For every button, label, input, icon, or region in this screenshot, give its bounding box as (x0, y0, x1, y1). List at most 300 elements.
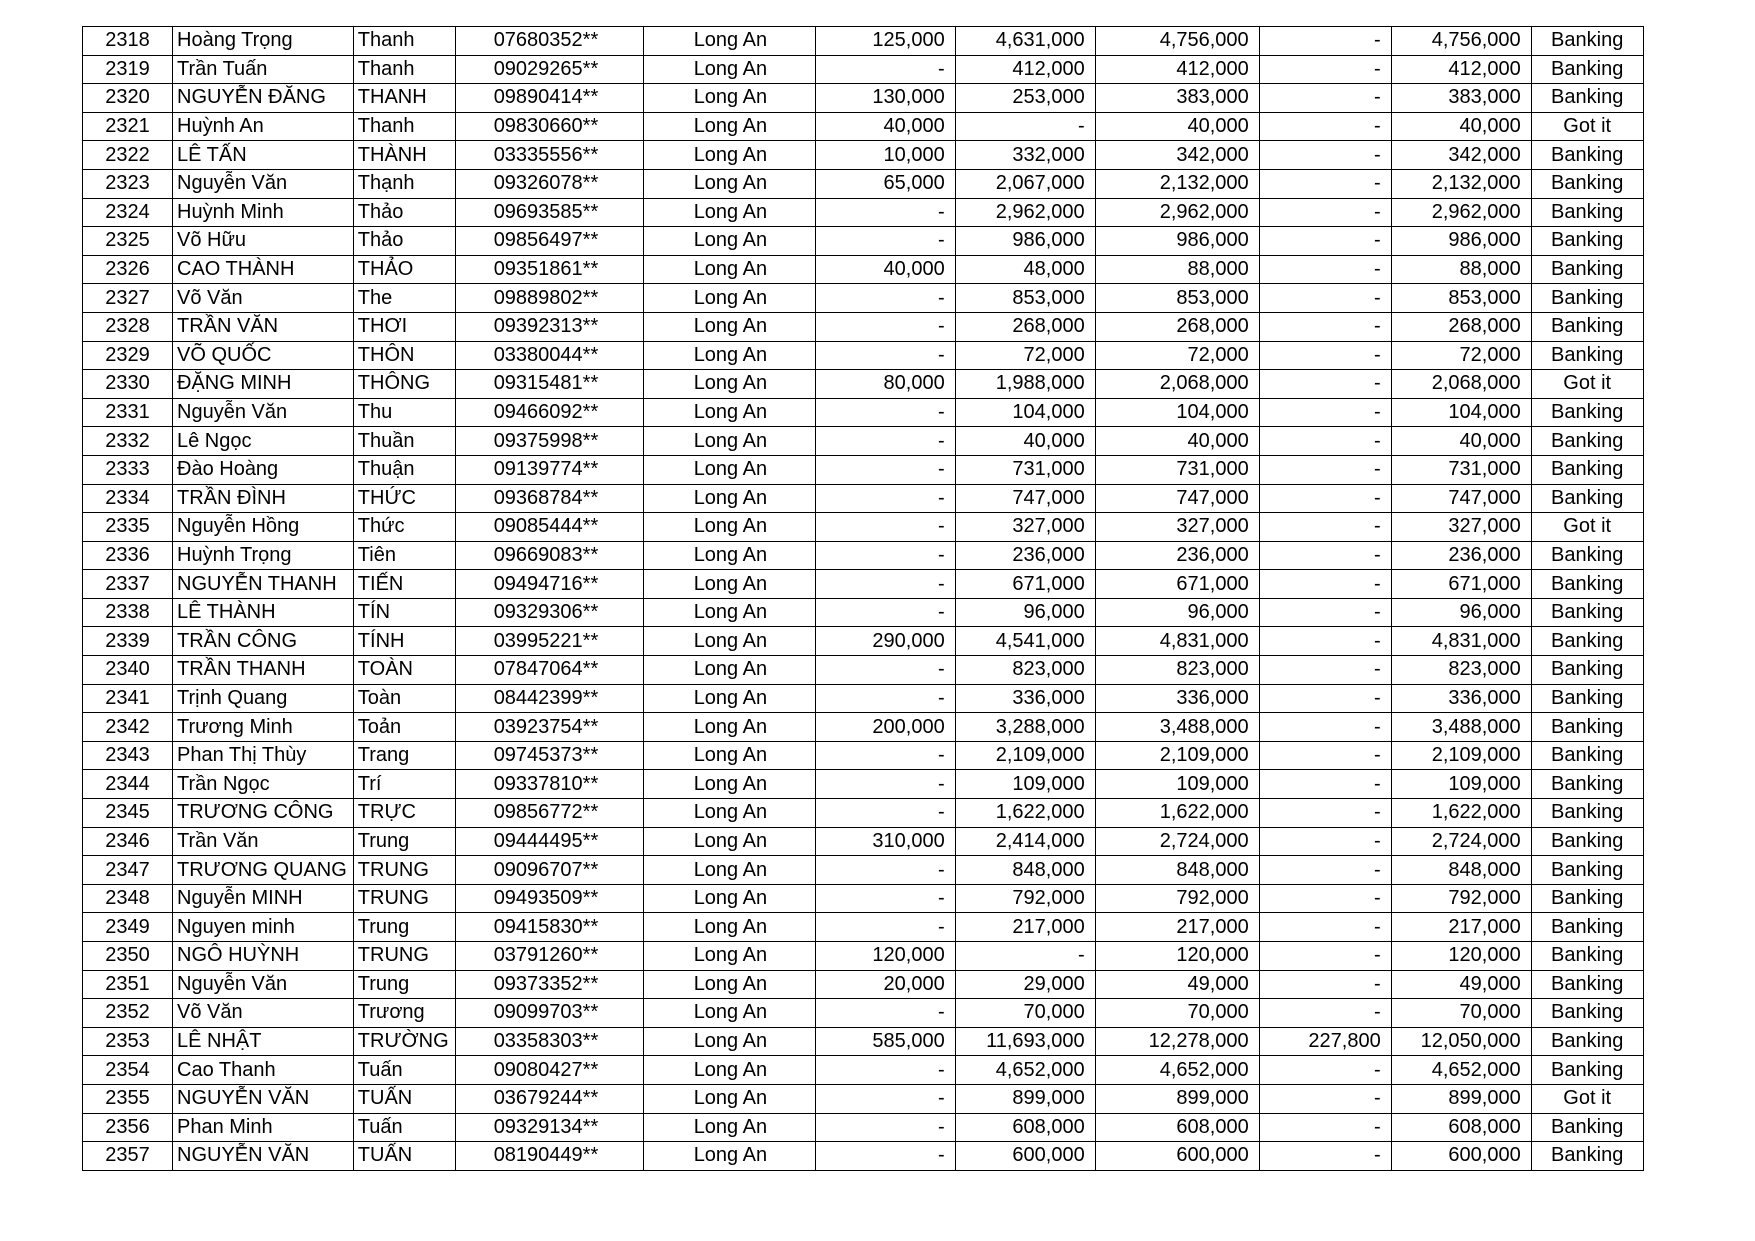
province-cell: Long An (643, 284, 815, 313)
deduction-cell: - (1259, 341, 1391, 370)
first-name-cell: THÔNG (353, 370, 455, 399)
first-name-cell: The (353, 284, 455, 313)
last-middle-name-cell: Cao Thanh (173, 1056, 354, 1085)
first-name-cell: Trung (353, 970, 455, 999)
row-number-cell: 2350 (83, 942, 173, 971)
payment-method-cell: Banking (1531, 427, 1643, 456)
table-body (83, 27, 1644, 1171)
row-number-cell: 2319 (83, 55, 173, 84)
table-row (83, 827, 1644, 856)
payment-method-cell: Banking (1531, 570, 1643, 599)
amount-2-cell: 336,000 (955, 684, 1095, 713)
amount-2-cell: 268,000 (955, 312, 1095, 341)
phone-number-cell: 03995221** (455, 627, 643, 656)
province-cell: Long An (643, 1056, 815, 1085)
table-row (83, 398, 1644, 427)
payment-method-cell: Banking (1531, 227, 1643, 256)
phone-number-cell: 09351861** (455, 255, 643, 284)
payment-method-cell: Banking (1531, 1027, 1643, 1056)
payment-method-cell: Banking (1531, 541, 1643, 570)
last-middle-name-cell: Trần Tuấn (173, 55, 354, 84)
amount-1-cell: 40,000 (815, 255, 955, 284)
province-cell: Long An (643, 84, 815, 113)
amount-1-cell: - (815, 598, 955, 627)
net-amount-cell: 217,000 (1391, 913, 1531, 942)
net-amount-cell: 853,000 (1391, 284, 1531, 313)
row-number-cell: 2327 (83, 284, 173, 313)
phone-number-cell: 09466092** (455, 398, 643, 427)
amount-2-cell: 11,693,000 (955, 1027, 1095, 1056)
deduction-cell: - (1259, 856, 1391, 885)
net-amount-cell: 104,000 (1391, 398, 1531, 427)
last-middle-name-cell: NGUYỄN VĂN (173, 1084, 354, 1113)
last-middle-name-cell: Trương Minh (173, 713, 354, 742)
amount-1-cell: - (815, 198, 955, 227)
last-middle-name-cell: Huỳnh An (173, 112, 354, 141)
province-cell: Long An (643, 198, 815, 227)
amount-1-cell: - (815, 513, 955, 542)
table-row (83, 227, 1644, 256)
province-cell: Long An (643, 455, 815, 484)
amount-1-cell: 130,000 (815, 84, 955, 113)
province-cell: Long An (643, 1084, 815, 1113)
total-amount-cell: 104,000 (1095, 398, 1259, 427)
deduction-cell: - (1259, 112, 1391, 141)
phone-number-cell: 09856497** (455, 227, 643, 256)
amount-2-cell: 853,000 (955, 284, 1095, 313)
net-amount-cell: 383,000 (1391, 84, 1531, 113)
phone-number-cell: 09494716** (455, 570, 643, 599)
row-number-cell: 2356 (83, 1113, 173, 1142)
amount-1-cell: - (815, 55, 955, 84)
deduction-cell: - (1259, 398, 1391, 427)
payment-table (82, 26, 1644, 1171)
deduction-cell: 227,800 (1259, 1027, 1391, 1056)
total-amount-cell: 848,000 (1095, 856, 1259, 885)
province-cell: Long An (643, 1113, 815, 1142)
deduction-cell: - (1259, 1142, 1391, 1171)
row-number-cell: 2334 (83, 484, 173, 513)
total-amount-cell: 2,724,000 (1095, 827, 1259, 856)
total-amount-cell: 608,000 (1095, 1113, 1259, 1142)
amount-2-cell: 823,000 (955, 656, 1095, 685)
amount-1-cell: - (815, 741, 955, 770)
province-cell: Long An (643, 484, 815, 513)
payment-method-cell: Banking (1531, 827, 1643, 856)
phone-number-cell: 07680352** (455, 27, 643, 56)
total-amount-cell: 383,000 (1095, 84, 1259, 113)
first-name-cell: TRỰC (353, 799, 455, 828)
phone-number-cell: 09375998** (455, 427, 643, 456)
province-cell: Long An (643, 627, 815, 656)
net-amount-cell: 412,000 (1391, 55, 1531, 84)
total-amount-cell: 2,962,000 (1095, 198, 1259, 227)
net-amount-cell: 848,000 (1391, 856, 1531, 885)
payment-method-cell: Banking (1531, 970, 1643, 999)
total-amount-cell: 1,622,000 (1095, 799, 1259, 828)
last-middle-name-cell: Nguyễn MINH (173, 884, 354, 913)
first-name-cell: Thu (353, 398, 455, 427)
province-cell: Long An (643, 970, 815, 999)
total-amount-cell: 412,000 (1095, 55, 1259, 84)
deduction-cell: - (1259, 970, 1391, 999)
phone-number-cell: 09029265** (455, 55, 643, 84)
deduction-cell: - (1259, 255, 1391, 284)
amount-1-cell: - (815, 770, 955, 799)
deduction-cell: - (1259, 627, 1391, 656)
province-cell: Long An (643, 799, 815, 828)
phone-number-cell: 09392313** (455, 312, 643, 341)
first-name-cell: Trung (353, 913, 455, 942)
amount-2-cell: 2,067,000 (955, 169, 1095, 198)
net-amount-cell: 2,962,000 (1391, 198, 1531, 227)
row-number-cell: 2347 (83, 856, 173, 885)
deduction-cell: - (1259, 312, 1391, 341)
net-amount-cell: 4,831,000 (1391, 627, 1531, 656)
amount-2-cell: 4,541,000 (955, 627, 1095, 656)
row-number-cell: 2333 (83, 455, 173, 484)
deduction-cell: - (1259, 198, 1391, 227)
total-amount-cell: 88,000 (1095, 255, 1259, 284)
table-row (83, 341, 1644, 370)
last-middle-name-cell: Võ Văn (173, 999, 354, 1028)
first-name-cell: THÀNH (353, 141, 455, 170)
first-name-cell: Thuần (353, 427, 455, 456)
net-amount-cell: 88,000 (1391, 255, 1531, 284)
amount-1-cell: - (815, 398, 955, 427)
phone-number-cell: 09693585** (455, 198, 643, 227)
first-name-cell: Toản (353, 713, 455, 742)
amount-2-cell: 236,000 (955, 541, 1095, 570)
deduction-cell: - (1259, 570, 1391, 599)
first-name-cell: Trung (353, 827, 455, 856)
phone-number-cell: 09745373** (455, 741, 643, 770)
amount-2-cell: 48,000 (955, 255, 1095, 284)
row-number-cell: 2330 (83, 370, 173, 399)
table-row (83, 713, 1644, 742)
province-cell: Long An (643, 884, 815, 913)
net-amount-cell: 40,000 (1391, 112, 1531, 141)
total-amount-cell: 4,652,000 (1095, 1056, 1259, 1085)
last-middle-name-cell: LÊ NHẬT (173, 1027, 354, 1056)
amount-1-cell: 310,000 (815, 827, 955, 856)
province-cell: Long An (643, 741, 815, 770)
amount-2-cell: 412,000 (955, 55, 1095, 84)
amount-1-cell: - (815, 541, 955, 570)
net-amount-cell: 336,000 (1391, 684, 1531, 713)
amount-1-cell: - (815, 455, 955, 484)
row-number-cell: 2324 (83, 198, 173, 227)
amount-1-cell: 20,000 (815, 970, 955, 999)
last-middle-name-cell: Phan Thị Thùy (173, 741, 354, 770)
first-name-cell: Thức (353, 513, 455, 542)
province-cell: Long An (643, 141, 815, 170)
province-cell: Long An (643, 913, 815, 942)
amount-2-cell: 792,000 (955, 884, 1095, 913)
deduction-cell: - (1259, 1084, 1391, 1113)
total-amount-cell: 2,068,000 (1095, 370, 1259, 399)
table-row (83, 570, 1644, 599)
net-amount-cell: 2,109,000 (1391, 741, 1531, 770)
last-middle-name-cell: TRƯƠNG CÔNG (173, 799, 354, 828)
last-middle-name-cell: LÊ TẤN (173, 141, 354, 170)
amount-1-cell: - (815, 227, 955, 256)
phone-number-cell: 07847064** (455, 656, 643, 685)
first-name-cell: TIẾN (353, 570, 455, 599)
table-row (83, 455, 1644, 484)
amount-1-cell: 120,000 (815, 942, 955, 971)
deduction-cell: - (1259, 169, 1391, 198)
amount-1-cell: - (815, 427, 955, 456)
last-middle-name-cell: Đào Hoàng (173, 455, 354, 484)
row-number-cell: 2338 (83, 598, 173, 627)
table-row (83, 312, 1644, 341)
payment-method-cell: Banking (1531, 84, 1643, 113)
amount-1-cell: 125,000 (815, 27, 955, 56)
deduction-cell: - (1259, 141, 1391, 170)
amount-2-cell: 104,000 (955, 398, 1095, 427)
table-row (83, 913, 1644, 942)
payment-method-cell: Got it (1531, 513, 1643, 542)
payment-method-cell: Banking (1531, 455, 1643, 484)
first-name-cell: THẢO (353, 255, 455, 284)
table-row (83, 1056, 1644, 1085)
province-cell: Long An (643, 55, 815, 84)
amount-2-cell: 848,000 (955, 856, 1095, 885)
row-number-cell: 2323 (83, 169, 173, 198)
payment-method-cell: Banking (1531, 169, 1643, 198)
province-cell: Long An (643, 427, 815, 456)
table-row (83, 884, 1644, 913)
last-middle-name-cell: NGUYỄN THANH (173, 570, 354, 599)
first-name-cell: Tuấn (353, 1113, 455, 1142)
table-row (83, 1027, 1644, 1056)
deduction-cell: - (1259, 741, 1391, 770)
total-amount-cell: 70,000 (1095, 999, 1259, 1028)
net-amount-cell: 792,000 (1391, 884, 1531, 913)
first-name-cell: TRUNG (353, 942, 455, 971)
first-name-cell: TRUNG (353, 856, 455, 885)
row-number-cell: 2339 (83, 627, 173, 656)
amount-2-cell: 70,000 (955, 999, 1095, 1028)
last-middle-name-cell: NGÔ HUỲNH (173, 942, 354, 971)
table-row (83, 198, 1644, 227)
last-middle-name-cell: Nguyễn Văn (173, 970, 354, 999)
total-amount-cell: 40,000 (1095, 427, 1259, 456)
payment-method-cell: Banking (1531, 913, 1643, 942)
row-number-cell: 2352 (83, 999, 173, 1028)
phone-number-cell: 03923754** (455, 713, 643, 742)
net-amount-cell: 70,000 (1391, 999, 1531, 1028)
amount-1-cell: - (815, 913, 955, 942)
net-amount-cell: 2,068,000 (1391, 370, 1531, 399)
amount-2-cell: 217,000 (955, 913, 1095, 942)
amount-2-cell: 2,414,000 (955, 827, 1095, 856)
phone-number-cell: 08190449** (455, 1142, 643, 1171)
row-number-cell: 2354 (83, 1056, 173, 1085)
last-middle-name-cell: VÕ QUỐC (173, 341, 354, 370)
last-middle-name-cell: NGUYỄN VĂN (173, 1142, 354, 1171)
total-amount-cell: 823,000 (1095, 656, 1259, 685)
payment-method-cell: Banking (1531, 1113, 1643, 1142)
total-amount-cell: 236,000 (1095, 541, 1259, 570)
payment-method-cell: Banking (1531, 484, 1643, 513)
payment-method-cell: Banking (1531, 999, 1643, 1028)
row-number-cell: 2343 (83, 741, 173, 770)
total-amount-cell: 671,000 (1095, 570, 1259, 599)
deduction-cell: - (1259, 484, 1391, 513)
amount-2-cell: 327,000 (955, 513, 1095, 542)
table-row (83, 799, 1644, 828)
last-middle-name-cell: Võ Hữu (173, 227, 354, 256)
table-row (83, 112, 1644, 141)
row-number-cell: 2321 (83, 112, 173, 141)
phone-number-cell: 09444495** (455, 827, 643, 856)
row-number-cell: 2325 (83, 227, 173, 256)
total-amount-cell: 2,132,000 (1095, 169, 1259, 198)
row-number-cell: 2348 (83, 884, 173, 913)
table-row (83, 598, 1644, 627)
phone-number-cell: 09415830** (455, 913, 643, 942)
row-number-cell: 2351 (83, 970, 173, 999)
net-amount-cell: 342,000 (1391, 141, 1531, 170)
table-row (83, 1084, 1644, 1113)
province-cell: Long An (643, 513, 815, 542)
payment-method-cell: Banking (1531, 884, 1643, 913)
deduction-cell: - (1259, 799, 1391, 828)
deduction-cell: - (1259, 999, 1391, 1028)
province-cell: Long An (643, 598, 815, 627)
net-amount-cell: 600,000 (1391, 1142, 1531, 1171)
last-middle-name-cell: ĐẶNG MINH (173, 370, 354, 399)
payment-method-cell: Banking (1531, 713, 1643, 742)
table-row (83, 741, 1644, 770)
row-number-cell: 2337 (83, 570, 173, 599)
amount-2-cell: 608,000 (955, 1113, 1095, 1142)
province-cell: Long An (643, 942, 815, 971)
table-row (83, 970, 1644, 999)
last-middle-name-cell: NGUYỄN ĐĂNG (173, 84, 354, 113)
total-amount-cell: 3,488,000 (1095, 713, 1259, 742)
table-row (83, 255, 1644, 284)
amount-2-cell: 29,000 (955, 970, 1095, 999)
last-middle-name-cell: Huỳnh Trọng (173, 541, 354, 570)
last-middle-name-cell: Trịnh Quang (173, 684, 354, 713)
first-name-cell: Trương (353, 999, 455, 1028)
table-row (83, 999, 1644, 1028)
last-middle-name-cell: TRẦN CÔNG (173, 627, 354, 656)
province-cell: Long An (643, 770, 815, 799)
amount-2-cell: 747,000 (955, 484, 1095, 513)
table-row (83, 284, 1644, 313)
row-number-cell: 2357 (83, 1142, 173, 1171)
table-row (83, 1113, 1644, 1142)
province-cell: Long An (643, 227, 815, 256)
amount-2-cell: 3,288,000 (955, 713, 1095, 742)
deduction-cell: - (1259, 84, 1391, 113)
deduction-cell: - (1259, 55, 1391, 84)
province-cell: Long An (643, 713, 815, 742)
net-amount-cell: 3,488,000 (1391, 713, 1531, 742)
net-amount-cell: 268,000 (1391, 312, 1531, 341)
first-name-cell: THÔN (353, 341, 455, 370)
first-name-cell: Toàn (353, 684, 455, 713)
phone-number-cell: 09315481** (455, 370, 643, 399)
deduction-cell: - (1259, 1056, 1391, 1085)
phone-number-cell: 09368784** (455, 484, 643, 513)
deduction-cell: - (1259, 27, 1391, 56)
first-name-cell: TRUNG (353, 884, 455, 913)
province-cell: Long An (643, 398, 815, 427)
row-number-cell: 2341 (83, 684, 173, 713)
province-cell: Long An (643, 999, 815, 1028)
payment-method-cell: Banking (1531, 398, 1643, 427)
row-number-cell: 2349 (83, 913, 173, 942)
net-amount-cell: 747,000 (1391, 484, 1531, 513)
last-middle-name-cell: Lê Ngọc (173, 427, 354, 456)
first-name-cell: THỨC (353, 484, 455, 513)
last-middle-name-cell: Võ Văn (173, 284, 354, 313)
total-amount-cell: 853,000 (1095, 284, 1259, 313)
payment-method-cell: Banking (1531, 627, 1643, 656)
province-cell: Long An (643, 112, 815, 141)
payment-method-cell: Banking (1531, 255, 1643, 284)
payment-method-cell: Got it (1531, 1084, 1643, 1113)
province-cell: Long An (643, 541, 815, 570)
province-cell: Long An (643, 570, 815, 599)
first-name-cell: Thảo (353, 198, 455, 227)
amount-2-cell: 671,000 (955, 570, 1095, 599)
last-middle-name-cell: Huỳnh Minh (173, 198, 354, 227)
row-number-cell: 2355 (83, 1084, 173, 1113)
table-row (83, 427, 1644, 456)
payment-method-cell: Banking (1531, 284, 1643, 313)
last-middle-name-cell: CAO THÀNH (173, 255, 354, 284)
net-amount-cell: 49,000 (1391, 970, 1531, 999)
total-amount-cell: 336,000 (1095, 684, 1259, 713)
net-amount-cell: 4,756,000 (1391, 27, 1531, 56)
deduction-cell: - (1259, 684, 1391, 713)
row-number-cell: 2328 (83, 312, 173, 341)
last-middle-name-cell: TRƯƠNG QUANG (173, 856, 354, 885)
first-name-cell: Tiên (353, 541, 455, 570)
total-amount-cell: 217,000 (1095, 913, 1259, 942)
province-cell: Long An (643, 1142, 815, 1171)
first-name-cell: TOÀN (353, 656, 455, 685)
payment-method-cell: Got it (1531, 112, 1643, 141)
phone-number-cell: 09830660** (455, 112, 643, 141)
first-name-cell: TÍN (353, 598, 455, 627)
last-middle-name-cell: Nguyễn Văn (173, 169, 354, 198)
last-middle-name-cell: Hoàng Trọng (173, 27, 354, 56)
table-row (83, 656, 1644, 685)
net-amount-cell: 40,000 (1391, 427, 1531, 456)
total-amount-cell: 342,000 (1095, 141, 1259, 170)
deduction-cell: - (1259, 513, 1391, 542)
row-number-cell: 2353 (83, 1027, 173, 1056)
province-cell: Long An (643, 169, 815, 198)
phone-number-cell: 09337810** (455, 770, 643, 799)
total-amount-cell: 600,000 (1095, 1142, 1259, 1171)
payment-method-cell: Banking (1531, 684, 1643, 713)
first-name-cell: Trang (353, 741, 455, 770)
amount-1-cell: - (815, 656, 955, 685)
table-row (83, 513, 1644, 542)
amount-2-cell: 4,631,000 (955, 27, 1095, 56)
row-number-cell: 2345 (83, 799, 173, 828)
row-number-cell: 2342 (83, 713, 173, 742)
amount-1-cell: 10,000 (815, 141, 955, 170)
